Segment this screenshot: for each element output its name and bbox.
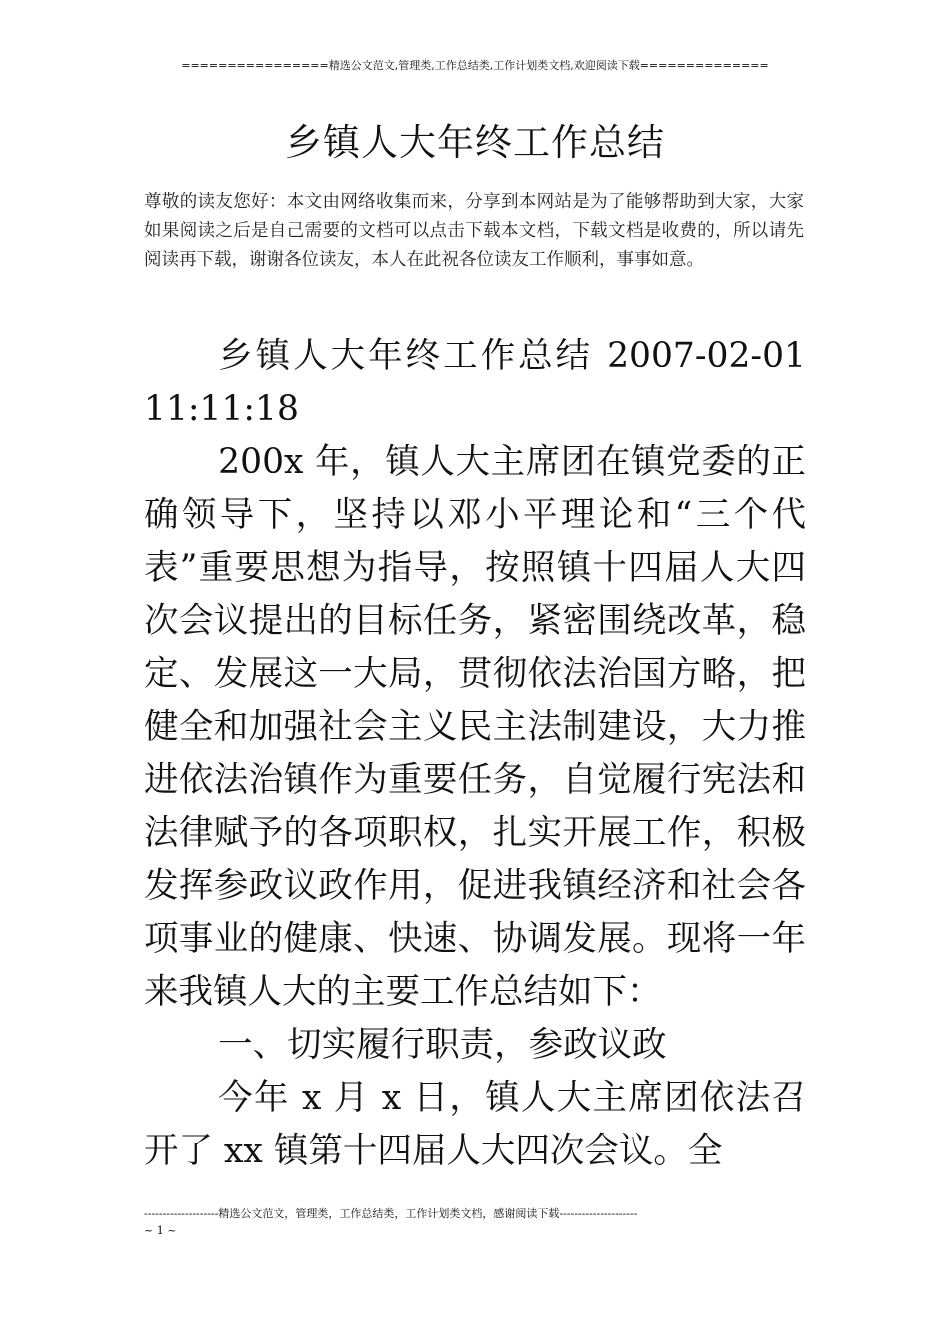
section-heading: 一、切实履行职责，参政议政 [218,1025,667,1065]
section-paragraph: 今年 x 月 x 日，镇人大主席团依法召开了 xx 镇第十四届人大四次会议。全 [144,1078,806,1171]
page-number: ~ 1 ~ [144,1224,177,1237]
reader-notice: 尊敬的读友您好：本文由网络收集而来，分享到本网站是为了能够帮助到大家，大家如果阅读之后是自己需要的文档可以点击下载本文档，下载文档是收费的，所以请先阅读再下载，谢谢各位读友，本人在此祝各位读友工作顺利，事事如意。 [144,192,804,270]
footer-banner: --------------------精选公文范文，管理类，工作总结类，工作计划类文档，感谢阅读下载--------------------- [144,1207,638,1220]
intro-paragraph: 200x 年，镇人大主席团在镇党委的正确领导下，坚持以邓小平理论和“三个代表”重要思想为指导，按照镇十四届人大四次会议提出的目标任务，紧密围绕改革，稳定、发展这一大局，贯彻依法治国方略，把健全和加强社会主义民主法制建设，大力推进依法治镇作为重要任务，自觉履行宪法和法律赋予的各项职权，扎实开展工作，积极发挥参政议政作用，促进我镇经济和社会各项事业的健康、快速、协调发展。现将一年来我镇人大的主要工作总结如下： [144,442,806,1012]
dateline-paragraph: 乡镇人大年终工作总结 2007-02-01 11:11:18 [144,336,806,429]
header-banner: ================精选公文范文,管理类,工作总结类,工作计划类文档,欢迎阅读下载============== [181,59,769,72]
document-body [144,330,806,1178]
document-title: 乡镇人大年终工作总结 [285,120,665,164]
